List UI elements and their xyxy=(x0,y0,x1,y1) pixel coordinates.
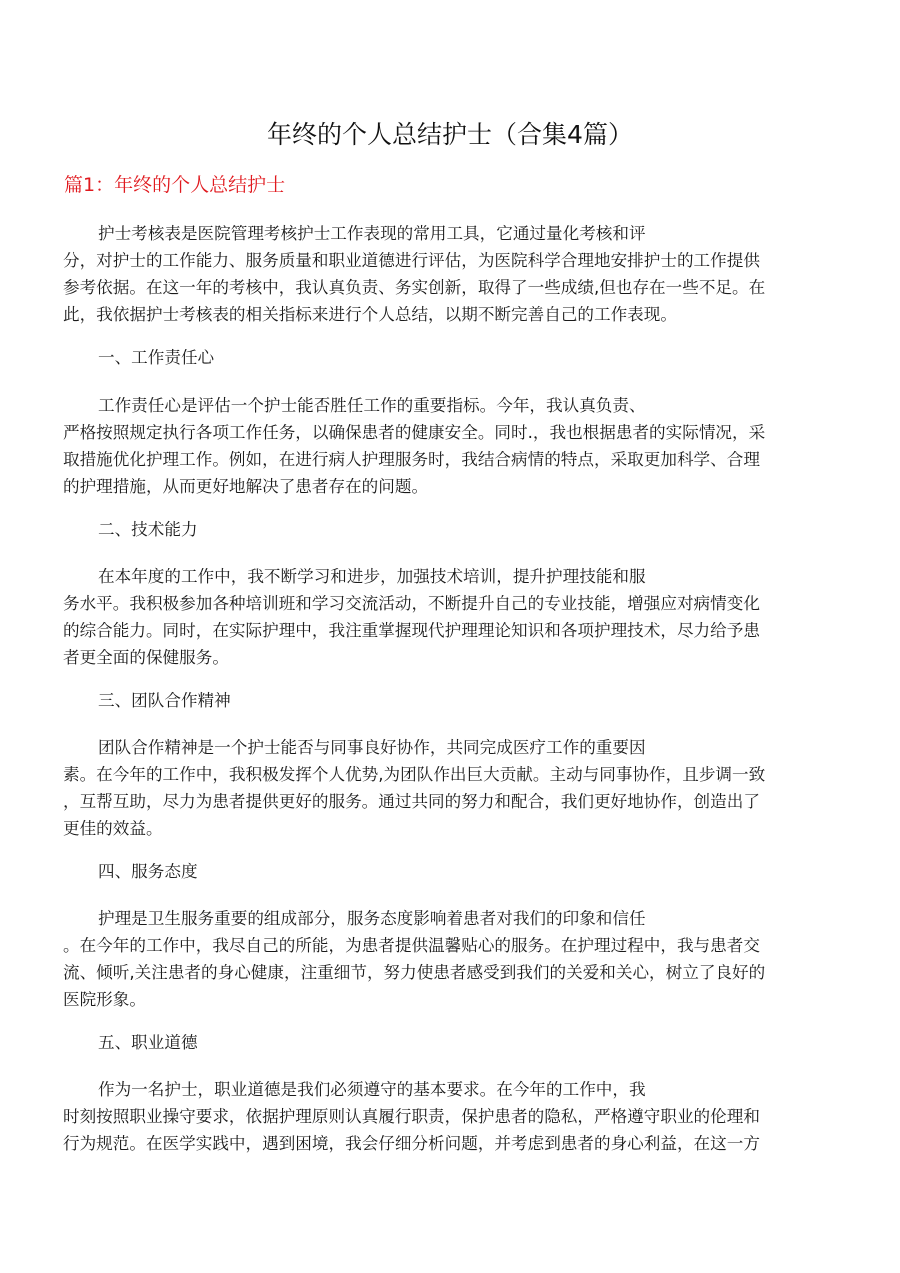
paragraph-line: 团队合作精神是一个护士能否与同事良好协作，共同完成医疗工作的重要因 xyxy=(98,738,646,757)
paragraph-line: 工作责任心是评估一个护士能否胜任工作的重要指标。今年，我认真负责、 xyxy=(98,396,646,415)
paragraph-line: 护士考核表是医院管理考核护士工作表现的常用工具，它通过量化考核和评 xyxy=(98,224,646,243)
subheading: 一、工作责任心 xyxy=(98,348,215,367)
paragraph-line: 分，对护士的工作能力、服务质量和职业道德进行评估，为医院科学合理地安排护士的工作提供 xyxy=(63,251,760,270)
paragraph-line: 务水平。我积极参加各种培训班和学习交流活动，不断提升自己的专业技能，增强应对病情变化 xyxy=(63,594,760,613)
paragraph-line: 护理是卫生服务重要的组成部分，服务态度影响着患者对我们的印象和信任 xyxy=(98,909,646,928)
subheading: 四、服务态度 xyxy=(98,862,198,881)
paragraph-line: 。在今年的工作中，我尽自己的所能，为患者提供温馨贴心的服务。在护理过程中，我与患者交 xyxy=(63,936,760,955)
document-title: 年终的个人总结护士（合集4篇） xyxy=(267,120,633,149)
paragraph-line: 严格按照规定执行各项工作任务，以确保患者的健康安全。同时.，我也根据患者的实际情况，采 xyxy=(63,423,766,442)
paragraph-line: 素。在今年的工作中，我积极发挥个人优势,为团队作出巨大贡献。主动与同事协作，且步调一致 xyxy=(63,765,766,784)
paragraph-line: 作为一名护士，职业道德是我们必须遵守的基本要求。在今年的工作中，我 xyxy=(98,1080,646,1099)
paragraph-line: 的护理措施，从而更好地解决了患者存在的问题。 xyxy=(63,477,429,496)
paragraph-line: 的综合能力。同时，在实际护理中，我注重掌握现代护理理论知识和各项护理技术，尽力给予患 xyxy=(63,621,760,640)
subheading: 三、团队合作精神 xyxy=(98,691,231,710)
paragraph-line: 行为规范。在医学实践中，遇到困境，我会仔细分析问题，并考虑到患者的身心利益，在这一方 xyxy=(63,1134,760,1153)
paragraph-line: 者更全面的保健服务。 xyxy=(63,648,229,667)
subheading: 二、技术能力 xyxy=(98,520,198,539)
paragraph-line: 流、倾听,关注患者的身心健康，注重细节，努力使患者感受到我们的关爱和关心，树立了良好的 xyxy=(63,963,766,982)
paragraph-line: 在本年度的工作中，我不断学习和进步，加强技术培训，提升护理技能和服 xyxy=(98,567,646,586)
subheading: 五、职业道德 xyxy=(98,1033,198,1052)
paragraph-line: 参考依据。在这一年的考核中，我认真负责、务实创新，取得了一些成绩,但也存在一些不足。在 xyxy=(63,278,766,297)
paragraph-line: 取措施优化护理工作。例如，在进行病人护理服务时，我结合病情的特点，采取更加科学、合理 xyxy=(63,450,760,469)
paragraph-line: 医院形象。 xyxy=(63,990,146,1009)
paragraph-line: ，互帮互助，尽力为患者提供更好的服务。通过共同的努力和配合，我们更好地协作，创造出了 xyxy=(63,792,760,811)
paragraph-line: 此，我依据护士考核表的相关指标来进行个人总结，以期不断完善自己的工作表现。 xyxy=(63,305,677,324)
section-heading: 篇1：年终的个人总结护士 xyxy=(64,174,286,196)
paragraph-line: 时刻按照职业操守要求，依据护理原则认真履行职责，保护患者的隐私，严格遵守职业的伦理和 xyxy=(63,1107,760,1126)
paragraph-line: 更佳的效益。 xyxy=(63,819,163,838)
